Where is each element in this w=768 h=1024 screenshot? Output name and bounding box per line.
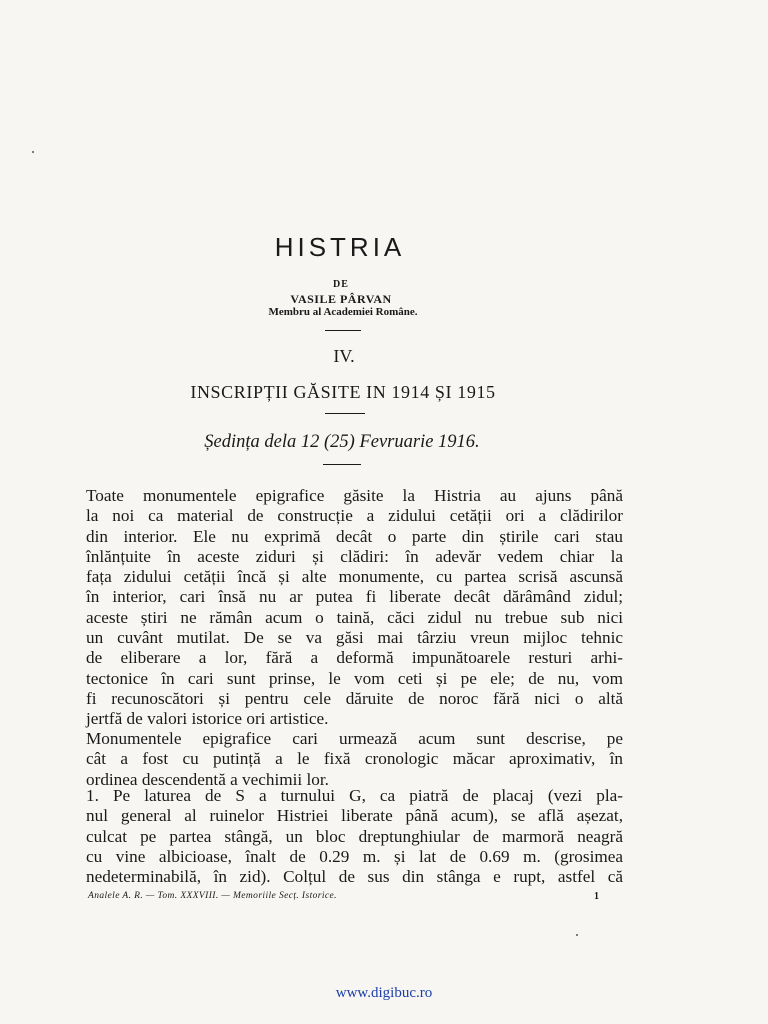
section-title: INSCRIPȚII GĂSITE IN 1914 ȘI 1915: [190, 382, 496, 402]
author-name: VASILE PÂRVAN: [290, 292, 392, 306]
text-line: la noi ca material de construcție a zidului cetății ori a clădirilor: [86, 506, 623, 526]
journal-footer: Analele A. R. — Tom. XXXVIII. — Memoriile Secț. Istorice.: [88, 891, 337, 901]
section-number: IV.: [333, 346, 355, 366]
divider: [325, 330, 361, 331]
text-line: ordinea descendentă a vechimii lor.: [86, 769, 329, 789]
text-line: cu vine albicioase, înalt de 0.29 m. și lat de 0.69 m. (grosimea: [86, 846, 623, 866]
text-line: din interior. Ele nu exprimă decât o parte din știrile cari stau: [86, 526, 623, 546]
text-line: înlănțuite în aceste ziduri și clădiri: în adevăr vedem chiar la: [86, 546, 623, 566]
divider: [325, 413, 365, 414]
text-line: nedeterminabilă, în zid). Colțul de sus din stânga e rupt, astfel că: [86, 867, 623, 887]
document-title: HISTRIA: [274, 232, 406, 262]
divider: [323, 464, 361, 465]
session-date: Ședința dela 12 (25) Fevruarie 1916.: [204, 432, 480, 452]
text-line: tectonice în cari sunt prinse, le vom ceti și pe ele; de nu, vom: [86, 668, 623, 688]
text-line: fi recunoscători și pentru cele dăruite de noroc fără nici o altă: [86, 688, 623, 708]
text-line: nul general al ruinelor Histriei liberate până acum), se află așezat,: [86, 806, 623, 826]
scan-speck: [32, 151, 34, 153]
author-affiliation: Membru al Academiei Române.: [268, 306, 418, 318]
text-line: Monumentele epigrafice cari urmează acum sunt descrise, pe: [86, 729, 623, 748]
text-line: Toate monumentele epigrafice găsite la Histria au ajuns până: [86, 486, 623, 505]
paragraph: [86, 729, 623, 790]
text-line: culcat pe partea stângă, un bloc dreptunghiular de marmoră neagră: [86, 826, 623, 846]
text-line: fața zidului cetății încă și alte monumente, cu partea scrisă ascunsă: [86, 567, 623, 587]
text-line: cât a fost cu putință a le fixă cronologic măcar aproximativ, în: [86, 749, 623, 769]
paragraph: [86, 486, 623, 730]
page-number: 1: [594, 891, 599, 902]
text-line: jertfă de valori istorice ori artistice.: [86, 709, 329, 729]
by-label: DE: [333, 279, 349, 290]
scan-speck: [576, 934, 578, 936]
text-line: un cuvânt mutilat. De se va găsi mai târziu vreun mijloc tehnic: [86, 628, 623, 648]
paragraph: [86, 786, 623, 887]
text-line: 1. Pe laturea de S a turnului G, ca piatră de placaj (vezi pla-: [86, 786, 623, 805]
digitization-watermark: www.digibuc.ro: [335, 985, 433, 1001]
text-line: de eliberare a lor, fără a deformă impunătoarele resturi arhi-: [86, 648, 623, 668]
text-line: în interior, cari însă nu ar putea fi liberate decât dărâmând zidul;: [86, 587, 623, 607]
text-line: aceste știri ne rămân acum o taină, căci zidul nu trebue sub nici: [86, 607, 623, 627]
